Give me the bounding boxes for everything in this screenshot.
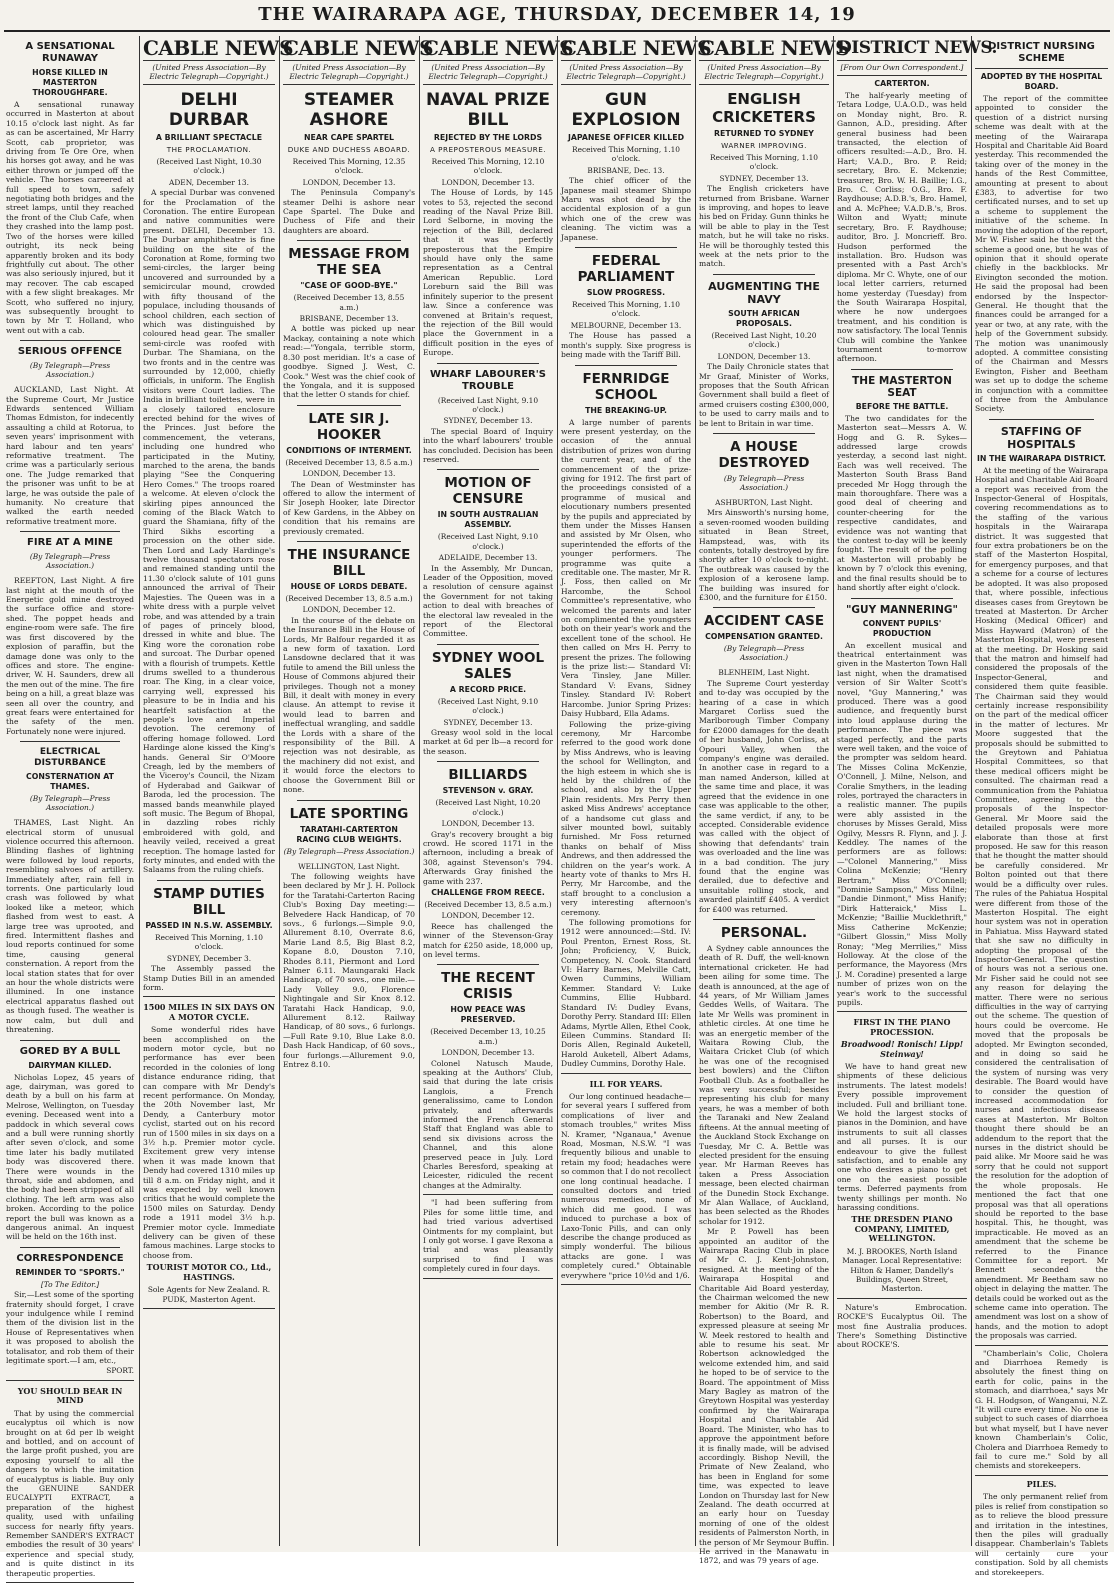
column-3 bbox=[283, 36, 434, 1546]
subheading: CHALLENGE FROM REECE. bbox=[431, 887, 545, 897]
dateline: ADELAIDE, December 13. bbox=[438, 553, 538, 563]
column-rule bbox=[971, 36, 972, 1546]
headline: A SENSATIONAL RUNAWAY bbox=[25, 41, 115, 64]
headline: LATE SIR J. HOOKER bbox=[308, 410, 390, 443]
divider bbox=[713, 433, 815, 434]
dateline: LONDON, December 13. bbox=[441, 819, 535, 829]
article-text: A Sydney cable announces the death of R. Duff, the well-known international cricketer. He had been ailing for some time. The death is announced, at the age of 44 years, of Mr William James Geddes Wells, of Waitara. The late Mr Wells was prominent in athletic circles. At one time he was an energetic member of the Waitara Rowing Club, the Waitara Cricket Club (of which he was one of the recognised best bowlers) and the Clifton Football Club. As a footballer he was very successful; besides representing his club for many years, he was a member of both the Taranaki and New Zealand fifteens. At the annual meeting of the Auckland Stock Exchange on Tuesday, Mr C. A. Bettle was elected president for the ensuing year. Mr Harman Reeves has taken a Press Association message, been elected chairman of the Dunedin Stock Exchange. Mr Alan Wallace, of Auckland, has been selected as the Rhodes scholar for 1912. bbox=[699, 943, 829, 1226]
received-line: (Received Last Night, 9.10 o'clock.) bbox=[437, 532, 539, 551]
credit-line: (By Telegraph—Press Association.) bbox=[723, 644, 805, 663]
subheading-secondary: WARNER IMPROVING. bbox=[721, 141, 807, 150]
headline: THE INSURANCE BILL bbox=[287, 546, 411, 579]
divider bbox=[851, 598, 953, 599]
article-text: Reece has challenged the winner of the Stevenson-Gray match for £250 aside, 18,000 up, on level terms. bbox=[423, 921, 553, 959]
received-line: (Received Last Night, 9.10 o'clock.) bbox=[437, 395, 539, 414]
subheading: PASSED IN N.S.W. ASSEMBLY. bbox=[145, 920, 273, 930]
dateline: BRISBANE, Dec. 13. bbox=[587, 165, 665, 175]
headline: THE RECENT CRISIS bbox=[441, 970, 535, 1003]
masthead: THE WAIRARAPA AGE, THURSDAY, DECEMBER 14, 19 bbox=[258, 4, 856, 25]
ad-text: Nature's Embrocation. ROCKE'S Eucalyptus Oil. The most fine Australia produces. There's Something Distinctive about ROCKE'S. bbox=[837, 1302, 967, 1350]
article-text: A bottle was picked up near Mackay, containing a note which read:—"Yongala, terrible storm, 8.30 post meridian. It's a case of goodbye. Signed J. West, C. Cook." West was the chief cook of the Yongala, and it is supposed that the letter O stands for chief. bbox=[283, 324, 415, 400]
subheading: SOUTH AFRICAN PROPOSALS. bbox=[728, 308, 800, 328]
subheading: STEVENSON v. GRAY. bbox=[442, 786, 534, 796]
headline: AUGMENTING THE NAVY bbox=[708, 279, 820, 306]
subheading: THE BREAKING-UP. bbox=[585, 405, 667, 415]
article-text: Mrs Ainsworth's nursing home, a seven-roomed wooden building situated in Bean Street, Hampstead, was, with its contents, totally destroyed by fire shortly after 10 o'clock to-night. The outbreak was caused by the explosion of a kerosene lamp. The building was insured for £300, and the furniture for £150. bbox=[699, 508, 830, 602]
dateline: LONDON, December 13. bbox=[441, 177, 535, 187]
headline: STAMP DUTIES BILL bbox=[153, 885, 265, 918]
letter-address: [To The Editor.] bbox=[40, 1279, 100, 1289]
ad-manager: M. J. BROOKES, North Island Manager. Local Representative: Hilton & Hamer, Dandelly's Buildings, Queen Street, Masterton. bbox=[842, 1246, 962, 1294]
section-banner: CABLE NEWS bbox=[561, 36, 712, 60]
column-rule bbox=[557, 36, 558, 1546]
article-text: The chief officer of the Japanese mail steamer Shimpo Maru was shot dead by the accidental explosion of a gun which one of the crew was cleaning. The victim was a Japanese. bbox=[561, 176, 691, 242]
received-line: (Received December 13, 8.5 a.m.) bbox=[285, 457, 413, 467]
received-line: (Received Last Night, 10.20 o'clock.) bbox=[711, 330, 817, 350]
headline: "GUY MANNERING" bbox=[845, 603, 959, 616]
divider bbox=[20, 1040, 120, 1041]
dateline: WELLINGTON, Last Night. bbox=[298, 861, 400, 871]
headline: SERIOUS OFFENCE bbox=[17, 346, 123, 358]
subheading: CONDITIONS OF INTERMENT. bbox=[286, 445, 412, 455]
headline: WHARF LABOURER'S TROUBLE bbox=[429, 368, 546, 392]
headline: GUN EXPLOSION bbox=[571, 90, 681, 130]
headline: BILLIARDS bbox=[448, 767, 528, 784]
ad-headline: YOU SHOULD BEAR IN MIND bbox=[17, 1385, 123, 1406]
article-text: The Peninsula Company's steamer Delhi is ashore near Cape Spartel. The Duke and Duchess of Fife and their daughters are aboard. bbox=[283, 188, 415, 235]
headline: DELHI DURBAR bbox=[168, 90, 250, 130]
letter-text: Sir,—Lest some of the sporting fraternity should forget, I crave your indulgence while I remind them of the division list in the House of Representatives when it was proposed to abolish the totalisator, and rob them of their legitimate sport.—I am, etc., bbox=[6, 1290, 134, 1366]
dateline: LONDON, December 13. bbox=[302, 177, 396, 187]
subheading: HOW PEACE WAS PRESERVED. bbox=[450, 1005, 526, 1025]
article-text: Gray's recovery brought a big crowd. He scored 1171 in the afternoon, including a break of 308, against Stevenson's 794. Afterwards Gray finished the game with 237. bbox=[423, 829, 553, 886]
advertisement bbox=[975, 1345, 1108, 1476]
subheading: HORSE KILLED IN MASTERTON THOROUGHFARE. bbox=[32, 68, 108, 97]
advertisement bbox=[6, 1380, 134, 1583]
divider bbox=[437, 964, 539, 965]
article-text: The Supreme Court yesterday and to-day was occupied by the hearing of a case in which Margaret Corliss sued the Marlborough Timber Company for £2000 damages for the death of her husband, John Corliss, at Opouri Valley, when the company's engine was derailed. In another case in regard to a man named Anderson, killed at the same time and place, it was agreed that the evidence in one case was applicable to the other, the same verdict, if any, to be accepted. Considerable evidence was called with the object of showing that defendants' train was overloaded and the line was in a bad condition. The jury found that the engine was derailed, due to defective and unsuitable rolling stock, and awarded plaintiff £405. A verdict for £400 was returned. bbox=[699, 678, 829, 914]
subheading: CARTERTON. bbox=[874, 79, 930, 88]
subheading: CONSTERNATION AT THAMES. bbox=[26, 772, 114, 792]
article-text: In the course of the debate on the Insurance Bill in the House of Lords, Mr Balfour regarded it as a new form of taxation. Lord Lansdowne declared that it was futile to amend the Bill unless the House of Commons abjured their privileges. Though not a money Bill, it dealt with money in every clause. An attempt to revise it would lead to barren and ineffectual wrangling, and saddle the Lords with a share of the responsibility of the Bill. A rejection was not desirable, as the machinery did not exist, and it would force the electors to choose the Government Bill or none. bbox=[283, 615, 415, 795]
divider bbox=[297, 541, 401, 542]
subheading: A RECORD PRICE. bbox=[449, 684, 527, 694]
article-text: The following weights have been declared by Mr J. H. Pollock for the Taratahi-Carterton Racing Club's Boxing Day meeting:— Belvedere Hack Handicap, of 70 sovs., 6 furlongs.—Simple 9.0, Allurement 8.10, Overrate 8.6, Marie Land 8.5, Big Blast 8.2, Kopane 8.0, Douston 7.10, Rhodes 8.11, Piermont and Lord Palmer 6.11. Maungaraki Hack Handicap, of 70 sovs., one mile.—Lady Volley 9.0, Florence Nightingale and Sir Knox 8.12. Taratahi Hack Handicap, 9.0, Allurement 8.12. Railway Handicap, of 80 sovs., 6 furlongs.—Full Rate 9.10, Blue Lake 8.0. Dash Hack Handicap, of 60 sovs., four furlongs.—Allurement 9.0, Entrez 8.10. bbox=[283, 871, 415, 1070]
section-banner: CABLE NEWS bbox=[143, 36, 294, 60]
article-text: Following the prize-giving ceremony, Mr Harcombe referred to the good work done by Miss Andrews, who is leaving the school for Wellington, and the high esteem in which she is held by the children of the school, and also by the Upper Plain residents. Mrs Perry then asked Miss Andrews' acceptance of a handsome cut glass and silver mounted bowl, suitably furnished. Mr Foss returned thanks on behalf of Miss Andrews, and then addressed the children on the year's work. A hearty vote of thanks to Mrs H. Perry, Mr Harcombe, and the staff brought to a conclusion a very interesting afternoon's ceremony. bbox=[561, 719, 691, 917]
article-text: The House has passed a month's supply. Sixe progress is being made with the Tariff Bill. bbox=[561, 331, 691, 360]
received-line: (Received Last Night, 9.10 o'clock.) bbox=[437, 696, 539, 716]
subheading: HOUSE OF LORDS DEBATE. bbox=[290, 581, 408, 591]
article-text: Greasy wool sold in the local market at 6d per lb—a record for the season. bbox=[423, 728, 553, 756]
column-2 bbox=[143, 36, 294, 1546]
article-text: Nicholas Lopez, 45 years of age, dairyman, was gored to death by a bull on his farm at Melrose, Wellington, on Tuesday evening. Deceased went into a paddock in which several cows and a bull were running shortly after seven o'clock, and some time later his badly mutilated body was discovered there. There were wounds in the throat, side and abdomen, and the body had been stripped of all clothing. The left arm was also broken. According to the police report the bull was known as a dangerous animal. An inquest will be held on the 16th inst. bbox=[6, 1072, 134, 1242]
divider bbox=[713, 274, 815, 275]
ad-text: That by using the commercial eucalyptus oil which is now brought on at 6d per lb weight and bottled, and on account of the large profit pushed, you are exposing yourself to all the dangers to which the imitation of eucalyptus is liable. Buy only the GENUINE SANDER EUCALYPTI EXTRACT, a preparation of the highest quality, used with unfailing success for nearly fifty years. Remember SANDER'S EXTRACT embodies the result of 30 years' experience and special study, and is quite distinct in its therapeutic properties. bbox=[6, 1408, 134, 1578]
headline: PERSONAL. bbox=[720, 924, 808, 941]
article-text: THAMES, Last Night. An electrical storm of unusual violence occurred this afternoon. Blinding flashes of lightning were followed by loud reports, resembling salvoes of artillery. Immediately after, rain fell in torrents. One particularly loud crash was followed by what looked like a meteor, which flashed from west to east. A large tree was uprooted, and fired. Intermittent flashes and loud reports continued for some time, causing general consternation. A report from the local station states that for over an hour the whole districts were illumined. In one instance electrical apparatus flashed out as though fused. The weather is now calm, but dull and threatening. bbox=[6, 818, 134, 1035]
advertisement bbox=[423, 1194, 553, 1278]
dateline: ASHBURTON, Last Night. bbox=[715, 497, 813, 507]
credit-line: (United Press Association—By Electric Telegraph—Copyright.) bbox=[143, 63, 275, 85]
headline: FEDERAL PARLIAMENT bbox=[577, 253, 675, 286]
article-text: REEFTON, Last Night. A fire last night at the mouth of the Energetic gold mine destroyed the surface office and store-shed. The poppet heads and engine-room were safe. The fire was first discovered by the explosion of paraffin, but the damage done was only to the offices and store. The engine-driver, W. H. Saunders, drew all the men out of the mine. The fire being on a hill, a great blaze was seen all over the country, and great fears were entertained for the safety of the men. Fortunately none were injured. bbox=[6, 576, 134, 736]
divider bbox=[575, 365, 677, 366]
dateline: SYDNEY, December 13. bbox=[719, 173, 809, 183]
received-line: Received This Morning, 1.10 o'clock. bbox=[710, 153, 818, 172]
dateline: LONDON, December 12. bbox=[441, 911, 535, 921]
received-line: (Received Last Night, 10.30 o'clock.) bbox=[156, 157, 262, 176]
received-line: Received This Morning, 12.10 o'clock. bbox=[431, 157, 545, 176]
ad-headline: PILES. bbox=[1026, 1478, 1057, 1489]
headline: ELECTRICAL DISTURBANCE bbox=[34, 747, 106, 769]
article-text: The special Board of Inquiry into the wharf labourers' trouble has concluded. Decision has been reserved. bbox=[423, 426, 553, 464]
credit-line: (United Press Association—By Electric Telegraph—Copyright.) bbox=[561, 63, 691, 85]
ad-headline: ILL FOR YEARS. bbox=[589, 1078, 663, 1089]
column-4 bbox=[423, 36, 574, 1546]
headline: STAFFING OF HOSPITALS bbox=[1000, 424, 1083, 451]
received-line: Received This Morning, 1.10 o'clock. bbox=[572, 145, 680, 164]
ad-headline: FIRST IN THE PIANO PROCESSION. bbox=[853, 1017, 951, 1037]
credit-line: (By Telegraph—Press Association.) bbox=[29, 794, 111, 813]
subheading: "CASE OF GOOD-BYE." bbox=[300, 281, 398, 291]
article-text: A large number of parents were present yesterday, on the occasion of the annual distribution of prizes won during the current year, and of the commencement of the prize-giving for 1912. The first part of the proceedings consisted of a programme of musical and elocutionary numbers presented by the pupils and appreciated by them under the Misses Hansen and assisted by Mr Olsen, who superintended the efforts of the younger performers. The programme was quite a creditable one. The master, Mr R. J. Foss, then called on Mr Harcombe, the School Committee's representative, who welcomed the parents and later on complimented the youngsters both on their year's work and the excellent tone of the school. He then called on Mrs H. Perry to present the prizes. The following is the prize list:— Standard VI: Vera Tinsley, Jane Miller. Standard V: Evans, Sidney Tinsley. Standard IV: Robert Harcombe. Junior Spring Prizes: Daisy Hubbard, Ella Adams. bbox=[561, 417, 691, 719]
divider bbox=[713, 607, 815, 608]
column-8 bbox=[975, 36, 1108, 1577]
credit-line: (By Telegraph—Press Association.) bbox=[723, 473, 805, 492]
divider bbox=[437, 469, 539, 470]
section-banner: CABLE NEWS bbox=[283, 36, 434, 60]
column-rule bbox=[419, 36, 420, 1546]
subheading: DAIRYMAN KILLED. bbox=[28, 1060, 112, 1070]
headline: GORED BY A BULL bbox=[19, 1045, 121, 1057]
article-text: The English cricketers have returned from Brisbane. Warner is improving, and hopes to leave his bed on Friday. Gunn thinks he will be able to play in the Test match, but he will take no risks. He will be thoroughly tested this week at the nets prior to the match. bbox=[699, 184, 829, 269]
subheading: RETURNED TO SYDNEY bbox=[714, 129, 814, 138]
article-text: The Dean of Westminster has offered to allow the interment of Sir Joseph Hooker, late Director of Kew Gardens, in the Abbey on condition that his remains are previously cremated. bbox=[283, 479, 415, 536]
divider bbox=[989, 419, 1094, 420]
subheading-secondary: A PREPOSTEROUS MEASURE. bbox=[429, 145, 547, 154]
column-7 bbox=[837, 36, 997, 1546]
subheading: BEFORE THE BATTLE. bbox=[855, 401, 949, 411]
article-text: Colonel Natusch Maude, speaking at the Authors' Club, said that during the late crisis Langlois, a French generalissimo, came to London privately, and afterwards informed the French General Staff that England was able to send six divisions across the Channel, and this alone preserved peace in July. Lord Charles Beresford, speaking at Leicester, ridiculed the recent changes at the Admiralty. bbox=[423, 1058, 553, 1190]
subheading: IN SOUTH AUSTRALIAN ASSEMBLY. bbox=[437, 510, 539, 530]
article-text: At the meeting of the Wairarapa Hospital and Charitable Aid Board a report was received from the Inspector-General of Hospitals, covering recommendations as to the staffing of the various hospitals in the Wairarapa district. It was suggested that four extra probationers be on the staff of the Masterton Hospital, for emergency purposes, and that a scheme for a course of lectures be adopted. It was also proposed that, where possible, infectious diseases cases from Greytown be treated at Masterton. Dr Archer Hosking (Medical Officer) and Miss Hayward (Matron) of the Masterton Hospital, were present at the meeting. Dr Hosking said that the matron and himself had considered the proposals of the Inspector-General, and considered them quite feasible. The Chairman said they would certainly increase responsibility on the part of the medical officer in the matter of lectures. Mr Moore suggested that the proposals should be submitted to the Greytown and Pahiatua Hospital Committees, so that these medical officers might be consulted. The chairman read a communication from the Pahiatua Committee, agreeing to the proposals of the Inspector-General. Mr Moore said the detailed proposals were more elaborate than those at first proposed. He saw for this reason that he thought the matter should be carefully considered. Mr Bolton pointed out that there would be a difficulty over rules. The rules of the Pahiatua Hospital were different from those of the Masterton Hospital. The eight hour system was not in operation in Pahiatua. Miss Hayward stated that she saw no difficulty in adopting the proposal of the Inspector-General. The question of hours was not a serious one. Mr Fisher said he could not see any reason for delaying the matter. There were no serious difficulties in the way of carrying out the scheme. The question of hours could be overcome. He moved that the proposals be adopted. Mr Ewington seconded, and in doing so said he considered the centralisation of the system of nursing was very desirable. The Board would have to consider the question of increased accommodation for nurses and infectious disease cases at Masterton. Mr Bolton thought there should be an addendum to the report that the nurses in the district should be paid alike. Mr Moore said he was sorry that he could not support the resolution for the adoption of the whole proposals. He mentioned the fact that one proposal was that all operations should be reported to the base hospital. This, he thought, was impracticable. He moved as an amendment that the scheme be referred to the Finance Committee for a report. Mr Bennett seconded the amendment. Mr Beetham saw no object in delaying the matter. The details could be worked out as the scheme came into operation. The amendment was lost on a show of hands, and the motion to adopt the proposals was carried. bbox=[975, 465, 1108, 1341]
article-text: Mr P. Powell has been appointed an auditor of the Wairarapa Racing Club in place of Mr C. J. Kent-Johnston, resigned. At the meeting of the Wairarapa Hospital and Charitable Aid Board yesterday, the Chairman welcomed the new member for Akitio (Mr R. R. Robertson) to the Board, and expressed pleasure at seeing Mr W. Meek restored to health and able to resume his seat. Mr Robertson acknowledged the welcome extended him, and said he hoped to be of service to the Board. The appointment of Miss Mary Bagley as matron of the Greytown Hospital was yesterday confirmed by the Wairarapa Hospital and Charitable Aid Board. The Minister, who has to approve the appointment before it is finally made, will be advised accordingly. Bishop Nevill, the Primate of New Zealand, who has been in England for some time, was expected to leave London on Thursday last for New Zealand. The death occurred at an early hour on Tuesday morning of one of the oldest residents of Palmerston North, in the person of Mr Seymour Buffin. He arrived in the Manawatu in 1872, and was 79 years of age. bbox=[699, 1227, 829, 1566]
dateline: ADEN, December 13. bbox=[169, 177, 249, 187]
divider bbox=[851, 369, 953, 370]
subheading-secondary: DUKE AND DUCHESS ABOARD. bbox=[287, 145, 411, 154]
received-line: (Received Last Night, 10.20 o'clock.) bbox=[435, 798, 541, 817]
subheading: JAPANESE OFFICER KILLED bbox=[567, 133, 685, 142]
column-6 bbox=[699, 36, 850, 1566]
dateline: SYDNEY, December 13. bbox=[443, 416, 533, 426]
dateline: LONDON, December 13. bbox=[717, 351, 811, 361]
credit-line: (By Telegraph—Press Association.) bbox=[29, 552, 111, 571]
article-text: The report of the committee appointed to consider the question of a district nursing scheme was dealt with at the meeting of the Wairarapa Hospital and Charitable Aid Board yesterday. This recommended the taking over of the money in the hands of the Rest Committee, amounting at present to about £383, to advertise for two certificated nurses, and to set up a scheme to supplement the initiative of the scheme. In moving the adoption of the report, Mr W. Fisher said he thought the scheme a good one, but he was of opinion that it should operate chiefly in the backblocks. Mr Eivington seconded the motion. He said the proposal had been endorsed by the Inspector-General. He thought that the finances could be arranged for a year or two, at any rate, with the help of the Government subsidy. The motion was unanimously adopted. A committee consisting of the Chairman and Messrs Ewington, Fisher and Beetham was set up to dodge the scheme in conjunction with a committee of three from the Ambulance Society. bbox=[975, 94, 1108, 414]
divider bbox=[437, 761, 539, 762]
credit-line: (United Press Association—By Electric Telegraph—Copyright.) bbox=[283, 63, 415, 85]
divider bbox=[437, 363, 539, 364]
article-text: In the Assembly, Mr Duncan, Leader of the Opposition, moved a resolution of censure against the Government for not taking action to deal with breaches of the electoral law revealed in the report of the Electoral Committee. bbox=[423, 563, 553, 639]
ad-text: The only permanent relief from piles is relief from constipation so as to relieve the blood pressure and irritation in the intestines, then the piles will gradually disappear. Chamberlain's Tablets will certainly cure your constipation. Sold by all chemists and storekeepers. bbox=[975, 1492, 1108, 1577]
subheading: TARATAHI-CARTERTON RACING CLUB WEIGHTS. bbox=[296, 824, 402, 844]
dateline: LONDON, December 13. bbox=[302, 469, 396, 479]
ad-company: TOURIST MOTOR CO., Ltd., HASTINGS. bbox=[146, 1262, 272, 1282]
headline: NAVAL PRIZE BILL bbox=[426, 90, 550, 130]
received-line: Received This Morning, 1.10 o'clock. bbox=[155, 932, 263, 952]
section-banner: CABLE NEWS bbox=[423, 36, 574, 60]
dateline: LONDON, December 13. bbox=[441, 1048, 535, 1058]
credit-line: (United Press Association—By Electric Telegraph—Copyright.) bbox=[423, 63, 553, 85]
divider bbox=[575, 247, 677, 248]
headline: SYDNEY WOOL SALES bbox=[431, 649, 545, 682]
advertisement bbox=[143, 996, 275, 1309]
masthead-rule bbox=[4, 30, 1110, 32]
article-text: A special Durbar was convened for the Proclamation of the Coronation. The entire European and native communities were present. DELHI, December 13. The Durbar amphitheatre is fine building on the site of the Coronation at Rome, forming two semi-circles, the larger being uncovered and surrounded by a semicircular mound, crowded with fifty thousand of the populace, including thousands of school children, each section of which was distinguished by coloured head gear. The smaller semi-circle was roofed with Durbar. The Shamiana, on the two fronts and in the centre was surrounded by 12,000, chiefly officials, in uniform. The English visitors were Court ladies. The India in brilliant toilettes, were in a closely tailored enclosure erected behind for the wives of the Princes. Just before the commencement, the veterans, including one hundred who participated in the Mutiny, marched to the arena, the bands playing "See the Conquering Hero Comes." The troops roared a welcome. At eleven o'clock the skirling pipes announced the coming of the Black Watch to guard the Shamiana, fifty of the Third Sikhs escorting a procession on the other side. Then Lord and Lady Hardinge's twelve thousand spectators rose and remained standing until the 11.30 o'clock salute of 101 guns announced the arrival of Their Majesties. The Queen was in a white dress with a purple velvet robe, and was attended by a train of pages of princely blood, dressed in white and blue. The King wore the coronation robe and surcoat. The Durbar opened with a flourish of trumpets. Kettle drums swelled to a thunderous roar. The King, in a clear voice, carrying well, expressed his pleasure to be in India and his heartfelt satisfaction at the people's love and Imperial devotion. The ceremony of offering homage followed. Lord Hardinge alone kissed the King's hands. General Sir O'Moore Creagh, led by the members of the Viceroy's Council, the Nizam of Hyderabad and Gaikwar of Baroda, led the procession. The massed bands meanwhile played soft music. The Begum of Bhopal, in dazzling robes richly embroidered with gold, and heavily veiled, received a great reception. The homage lasted for forty minutes, and ended with the Salaams from the ruling chiefs. bbox=[143, 188, 275, 875]
article-text: An excellent musical and theatrical entertainment was given in the Masterton Town Hall last night, when the dramatised version of Sir Walter Scott's novel, "Guy Mannering," was produced. There was a good audience, and frequently burst into loud applause during the performance. The piece was staged perfectly, and the parts were well taken, and the voice of the prompter was seldom heard. The Misses Colina McKenzie, O'Connell, J. Milne, Nelson, and Coralie Smythers, in the leading roles, portrayed the characters in a realistic manner. The pupils were ably assisted in the choruses by Misses Gerald, Miss Ogilvy, Messrs R. Flynn, and J. J. Keddley. The names of the performers are as follows:—"Colonel Mannering," Miss Colina McKenzie; "Henry Bertram," Miss O'Connell; "Dominie Sampson," Miss Milne; "Dandie Dinmont," Miss Hanify; "Dirk Hatteraick," Miss L. McKenzie; "Baillie Mucklethrift," Miss Catherine McKenzie; "Gilbert Glossin," Miss Molly Ronay; "Meg Merrilies," Miss Holloway. At the close of the performance, the Mayoress (Mrs J. M. Coradine) presented a large number of prizes won on the year's work to the successful pupils. bbox=[837, 640, 967, 1007]
subheading: IN THE WAIRARAPA DISTRICT. bbox=[976, 453, 1107, 463]
ad-text: Our long continued headache—for several years I suffered from complications of liver and stomach troubles," writes Miss N. Kramer, "Nganaua," Avenue Road, Mosman, N.S.W. "I was frequently bilious and unable to retain my food; headaches were so common that I do not recollect one long continual headache. I consulted doctors and tried numerous remedies, none of which did me good. I was induced to purchase a box of Laxo-Tonic Pills, and can only describe the change produced as simply wonderful. The bilious attacks are gone. I was completely cured." Obtainable everywhere "price 10½d and 1/6. bbox=[561, 1091, 691, 1280]
subheading-secondary: THE PROCLAMATION. bbox=[166, 145, 252, 154]
article-text: The half-yearly meeting of Tetara Lodge, U.A.O.D., was held on Monday night, Bro. R. Gannon, A.D., presiding. After general business had been transacted, the election of officers resulted:—A.D., Bro. H. Hart; V.A.D., Bro. P. Reid; secretary, Bro. E. Mckenzie; treasurer, Bro. W. H. Baillie; I.G., Bro. C. Corliss; O.G., Bro. F. Raydhouse; A.D.B.'s, Bro. Hamel, and A. McPhee; V.A.D.B.'s, Bros. Wilton and Wyatt; minute secretary, Bro. F. Raydhouse; auditor, Bro. J. Moncrieff. Bro. Hudson performed the installation. Bro. Hudson was presented with a Past Arch's diploma. Mr C. Whyte, one of our local letter carriers, returned home yesterday (Tuesday) from the South Wairarapa Hospital, where he now undergoes treatment, and his condition is now satisfactory. The local Tennis Club will combine the Yankee tournament to-morrow afternoon. bbox=[837, 91, 967, 364]
ad-text: "I had been suffering from Piles for some little time, and had tried various advertised Ointments for my complaint, but I only got worse. I gave Rexona a trial and was pleasantly surprised to find I was completely cured in four days. bbox=[423, 1198, 553, 1274]
ad-headline: 1500 MILES IN SIX DAYS ON A MOTOR CYCLE. bbox=[143, 1002, 275, 1022]
article-text: The following promotions for 1912 were announced:—Std. IV: Poul Prenton, Ernest Ross, St. John; Proficiency, V, Buick, Competency, N. Cook. Standard VI: Harry Barnes, Melville Catt, Owen Cummins, William Kemmer. Standard V: Luke Cummins, Ellie Hubbard. Standard IV: Dudley Evans, Dorothy Perry. Standard III: Ellen Adams, Myrtle Allen, Ethel Cook, Eileen Cummins. Standard II: Doris Allen, Reginald Auketell, Harold Auketell, Albert Adams, Dudley Cummins, Dorothy Hale. bbox=[561, 918, 691, 1069]
subheading: REMINDER TO "SPORTS." bbox=[15, 1267, 125, 1277]
dateline: BRISBANE, December 13. bbox=[299, 314, 399, 324]
ad-agent: Sole Agents for New Zealand. R. PUDK, Masterton Agent. bbox=[147, 1285, 271, 1304]
column-5 bbox=[561, 36, 712, 1546]
ad-text: "Chamberlain's Colic, Cholera and Diarrhoea Remedy is absolutely the finest thing on earth for colic, pains in the stomach, and diarrhoea," says Mr G. H. Hodgson, of Wanganui, N.Z. "It will cure every time. No one is subject to such cases of diarrhoea but what myself, but I have never known Chamberlain's Colic, Cholera and Diarrhoea Remedy to fail to cure me." Sold by all chemists and storekeepers. bbox=[975, 1348, 1108, 1471]
headline: ACCIDENT CASE bbox=[703, 613, 825, 630]
letter-signature: SPORT. bbox=[106, 1366, 134, 1376]
headline: LATE SPORTING bbox=[289, 805, 409, 822]
advertisement bbox=[561, 1073, 691, 1286]
divider bbox=[437, 644, 539, 645]
article-text: The House of Lords, by 145 votes to 53, rejected the second reading of the Naval Prize Bill. Lord Selborne, in moving the rejection of the Bill, declared that it was perfectly preposterous that the Empire should have only the same representation as a Central American Republic. Lord Loreburn said the Bill was infinitely superior to the present law. Since a conference was convened at Britain's request, the rejection of the Bill would place the Government in a difficult position in the eyes of Europe. bbox=[423, 188, 553, 358]
headline: THE MASTERTON SEAT bbox=[852, 374, 952, 399]
credit-line: (United Press Association—By Electric Telegraph—Copyright.) bbox=[699, 63, 829, 85]
credit-line: (By Telegraph—Press Association.) bbox=[283, 846, 415, 856]
ad-brands: Broadwood! Ronisch! Lipp! Steinway! bbox=[840, 1039, 964, 1059]
column-1 bbox=[6, 36, 134, 1578]
column-rule bbox=[695, 36, 696, 1546]
column-rule bbox=[279, 36, 280, 1546]
subheading: ADOPTED BY THE HOSPITAL BOARD. bbox=[980, 72, 1103, 91]
credit-line: (By Telegraph—Press Association.) bbox=[29, 361, 111, 380]
received-line: (Received December 13, 8.5 a.m.) bbox=[424, 899, 552, 909]
dateline: MELBOURNE, December 13. bbox=[570, 320, 682, 330]
headline: ENGLISH CRICKETERS bbox=[712, 90, 816, 126]
received-line: (Received December 13, 8.55 a.m.) bbox=[293, 293, 405, 312]
credit-line: [From Our Own Correspondent.] bbox=[837, 63, 967, 76]
divider bbox=[20, 531, 120, 532]
divider bbox=[297, 800, 401, 801]
headline: DISTRICT NURSING SCHEME bbox=[975, 41, 1108, 69]
received-line: Received This Morning, 12.35 o'clock. bbox=[292, 157, 406, 176]
headline: MOTION OF CENSURE bbox=[444, 475, 532, 508]
received-line: (Received December 13, 8.5 a.m.) bbox=[285, 593, 413, 603]
headline: STEAMER ASHORE bbox=[303, 90, 395, 130]
divider bbox=[297, 405, 401, 406]
divider bbox=[157, 880, 261, 881]
headline: CORRESPONDENCE bbox=[16, 1252, 124, 1264]
divider bbox=[297, 240, 401, 241]
subheading: A BRILLIANT SPECTACLE bbox=[155, 133, 263, 142]
headline: FERNRIDGE SCHOOL bbox=[582, 370, 670, 403]
subheading: CONVENT PUPILS' PRODUCTION bbox=[862, 618, 942, 638]
column-rule bbox=[139, 36, 140, 1546]
article-text: The Assembly passed the Stamp Duties Bill in an amended form. bbox=[143, 964, 275, 992]
ad-company: THE DRESDEN PIANO COMPANY, LIMITED, WELLINGTON. bbox=[851, 1214, 953, 1244]
subheading: REJECTED BY THE LORDS bbox=[433, 133, 543, 142]
subheading: COMPENSATION GRANTED. bbox=[705, 632, 823, 642]
received-line: (Received December 13, 10.25 a.m.) bbox=[430, 1027, 546, 1046]
divider bbox=[713, 919, 815, 920]
ad-text: We have to hand great new shipments of these delicious instruments. The latest models! Every possible improvement included. Full and brilliant tone. We hold the largest stocks of pianos in the Dominion, and have instruments to suit all classes and all purses. It is our endeavour to give the fullest satisfaction, and to enable any one who desires a piano to get one on the easiest possible terms. Deferred payments from twenty shillings per month. No harassing conditions. bbox=[837, 1061, 967, 1213]
headline: FIRE AT A MINE bbox=[27, 537, 113, 549]
section-banner: CABLE NEWS bbox=[699, 36, 850, 60]
article-text: A sensational runaway occurred in Masterton at about 10.15 o'clock last night. As far as can be ascertained, Mr Harry Scott, cab proprietor, was driving from Te Ore Ore, when his horses got away, and he was either thrown or jumped off the vehicle. The horses careered at full speed to town, safely negotiating both bridges and the street lamps, until they reached the front of the Club Cafe, when they crashed into the lamp post. Two of the horses were killed outright, its neck being apparently broken and its body frightfully cut about. The other was also seriously injured, but it may recover. The cab escaped with a few slight breakages. Mr Scott, who suffered no injury, was subsequently brought to town by Mr T. Holland, who went out with a cab. bbox=[6, 100, 134, 335]
headline: MESSAGE FROM THE SEA bbox=[288, 246, 410, 279]
ad-text: Some wonderful rides have been accomplished on the modern motor cycle, but no performance has ever been recorded in the colonies of long distance endurance riding, that can compare with Mr Dendy's recent performance. On Monday, the 20th November last, Mr Dendy, a Canterbury motor cyclist, started out on his record run of 1500 miles in six days on a 3½ h.p. Premier motor cycle. Excitement grew very intense when it was made known that Dendy had covered 1310 miles up till 8 a.m. on Friday night, and it was expected by well known critics that he would complete the 1500 miles on Saturday. Dendy rode a 1911 model 3½ h.p. Premier motor cycle. Immediate delivery can be given of these famous machines. Large stocks to choose from. bbox=[143, 1025, 275, 1260]
subheading: SLOW PROGRESS. bbox=[586, 288, 666, 298]
dateline: LONDON, December 12. bbox=[302, 605, 396, 615]
section-banner: DISTRICT NEWS. bbox=[837, 36, 967, 61]
advertisement bbox=[837, 1011, 967, 1298]
divider bbox=[20, 741, 120, 742]
divider bbox=[20, 340, 120, 341]
article-text: AUCKLAND, Last Night. At the Supreme Court, Mr Justice Edwards sentenced William Thomas Edmiston, for indecently assaulting a child at Rotorua, to seven years' imprisonment with hard labour and ten years' reformative treatment. The crime was a particularly serious one. The Judge remarked that the prisoner was unfit to be at large, he was outside the pale of humanity. No creature that walked the earth needed reformative treatment more. bbox=[6, 385, 134, 526]
article-text: The Daily Chronicle states that Mr Graaf, Minister of Works, proposes that the South African Government shall build a fleet of armed cruisers costing £300,000, to be used to carry mails and to be lent to Britain in war time. bbox=[699, 362, 829, 428]
dateline: SYDNEY, December 3. bbox=[166, 953, 252, 963]
divider bbox=[20, 1247, 120, 1248]
article-text: The two candidates for the Masterton seat—Messrs A. W. Hogg and G. R. Sykes—addressed large crowds yesterday, a second last night. Each was well received. The Masterton South Brass Band preceded Mr Hogg through the main thoroughfare. There was a good deal of cheering and counter-cheering for the respective candidates, and evidence was not wanting that the contest to-day will be keenly fought. The result of the polling at Masterton will probably be known by 7 o'clock this evening, and the final results should be to hand shortly after eight o'clock. bbox=[837, 413, 967, 593]
dateline: SYDNEY, December 13. bbox=[443, 717, 533, 727]
headline: A HOUSE DESTROYED bbox=[718, 438, 810, 471]
dateline: BLENHEIM, Last Night. bbox=[718, 668, 810, 678]
received-line: Received This Morning, 1.10 o'clock. bbox=[572, 300, 680, 319]
subheading: NEAR CAPE SPARTEL bbox=[303, 133, 395, 142]
column-rule bbox=[833, 36, 834, 1546]
